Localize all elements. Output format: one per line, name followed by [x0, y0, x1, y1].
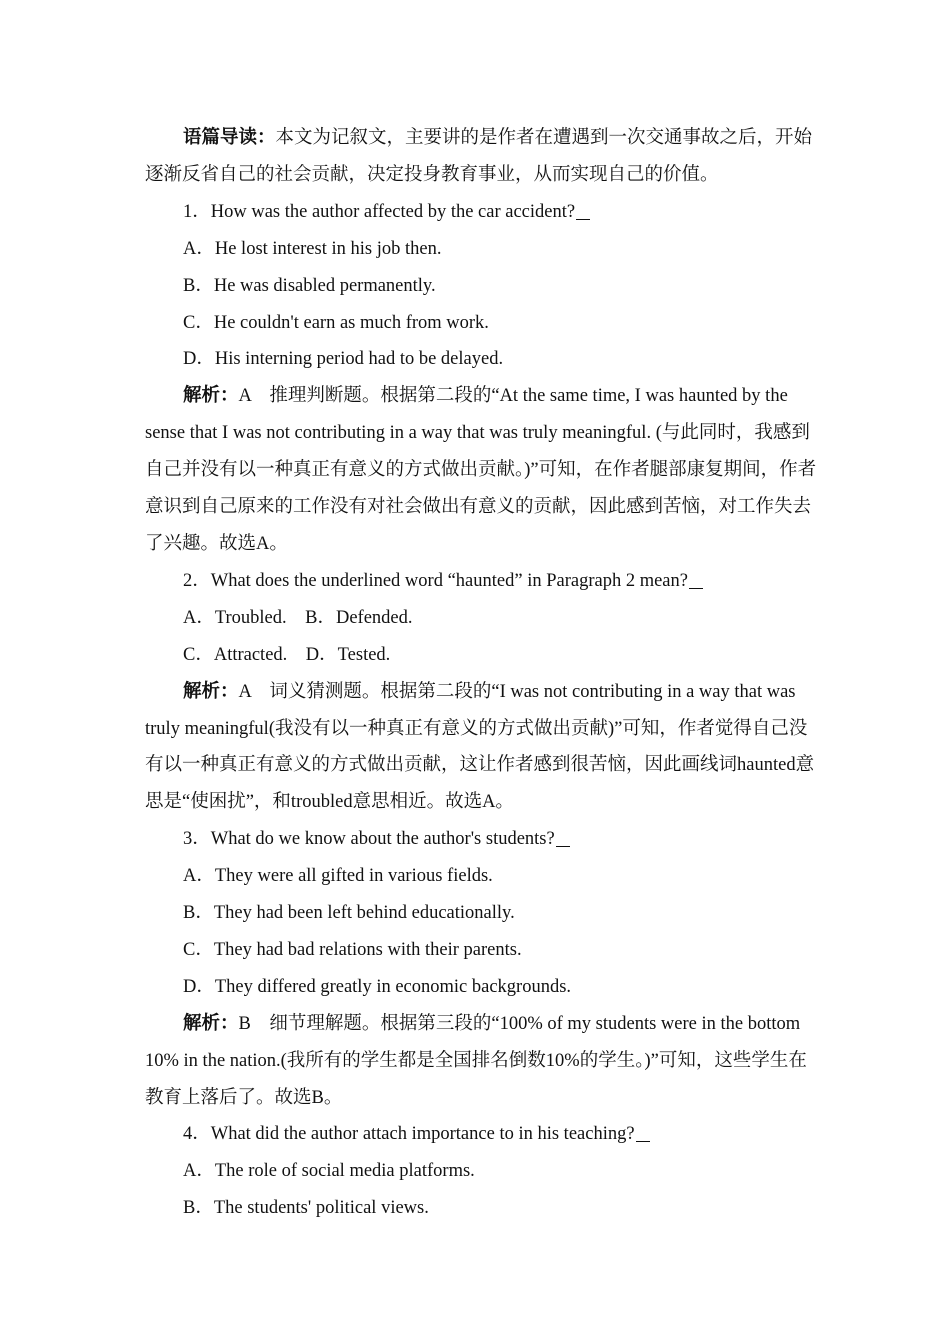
analysis-text: B 细节理解题。根据第三段的“100% of my students were in the bottom 10% in the nation.(我所有的学生都是全国排名倒数10%的学生。)”可知，这些学生在教育上落后了。故选B。 — [145, 1013, 807, 1108]
reading-guide — [145, 120, 825, 194]
question-1-option-c: C．He couldn't earn as much from work. — [183, 312, 489, 333]
question-3-option-b: B．They had been left behind educationally. — [183, 903, 515, 924]
answer-blank — [556, 828, 570, 848]
analysis-text: A 词义猜测题。根据第二段的“I was not contributing in a way that was truly meaningful(我没有以一种真正有意义的方式做出贡献)”可知，作者觉得自己没有以一种真正有意义的方式做出贡献，这让作者感到很苦恼，因此画线词haunted意思是“使困扰”，和troubled意思相近。故选A。 — [145, 681, 815, 813]
question-4-option-a: A．The role of social media platforms. — [183, 1161, 475, 1182]
question-4-option-b: B．The students' political views. — [183, 1198, 429, 1219]
question-stem-text: 1．How was the author affected by the car accident? — [183, 201, 576, 222]
question-1-option-a: A．He lost interest in his job then. — [183, 238, 442, 259]
answer-blank — [576, 200, 590, 220]
question-2-options-ab: A．Troubled. B．Defended. — [183, 607, 413, 628]
question-4-stem — [145, 1116, 825, 1153]
question-3-option-d: D．They differed greatly in economic backgrounds. — [183, 976, 572, 997]
reading-guide-label: 语篇导读： — [183, 128, 276, 148]
answer-blank — [636, 1123, 650, 1143]
analysis-text: A 推理判断题。根据第二段的“At the same time, I was haunted by the sense that I was not contributing in a way that was truly meaningful. (与此同时，我感到自己并没有以一种真正有意义的方式做出贡献。)”可知，在作者腿部康复期间，作者意识到自己原来的工作没有对社会做出有意义的贡献，因此感到苦恼，对工作失去了兴趣。故选A。 — [145, 386, 817, 554]
answer-blank — [689, 569, 703, 589]
question-1-stem — [145, 194, 825, 231]
question-1-option-b: B．He was disabled permanently. — [183, 275, 436, 296]
question-3-analysis — [145, 1006, 825, 1117]
analysis-label: 解析： — [183, 681, 239, 702]
reading-guide-text: 本文为记叙文，主要讲的是作者在遭遇到一次交通事故之后，开始逐渐反省自己的社会贡献，决定投身教育事业，从而实现自己的价值。 — [145, 128, 813, 185]
question-stem-text: 3．What do we know about the author's students? — [183, 829, 555, 850]
question-1-analysis — [145, 378, 825, 563]
question-stem-text: 2．What does the underlined word “haunted” in Paragraph 2 mean? — [183, 570, 688, 591]
question-3-option-c: C．They had bad relations with their parents. — [183, 939, 522, 960]
question-2-stem — [145, 563, 825, 600]
document-body — [145, 120, 825, 1227]
question-3-stem — [145, 821, 825, 858]
question-3-option-a: A．They were all gifted in various fields. — [183, 866, 493, 887]
analysis-label: 解析： — [183, 1013, 239, 1034]
question-2-options-cd: C．Attracted. D．Tested. — [183, 644, 391, 665]
question-1-option-d: D．His interning period had to be delayed. — [183, 349, 504, 370]
question-2-analysis — [145, 674, 825, 822]
analysis-label: 解析： — [183, 386, 239, 407]
question-stem-text: 4．What did the author attach importance to in his teaching? — [183, 1124, 635, 1145]
